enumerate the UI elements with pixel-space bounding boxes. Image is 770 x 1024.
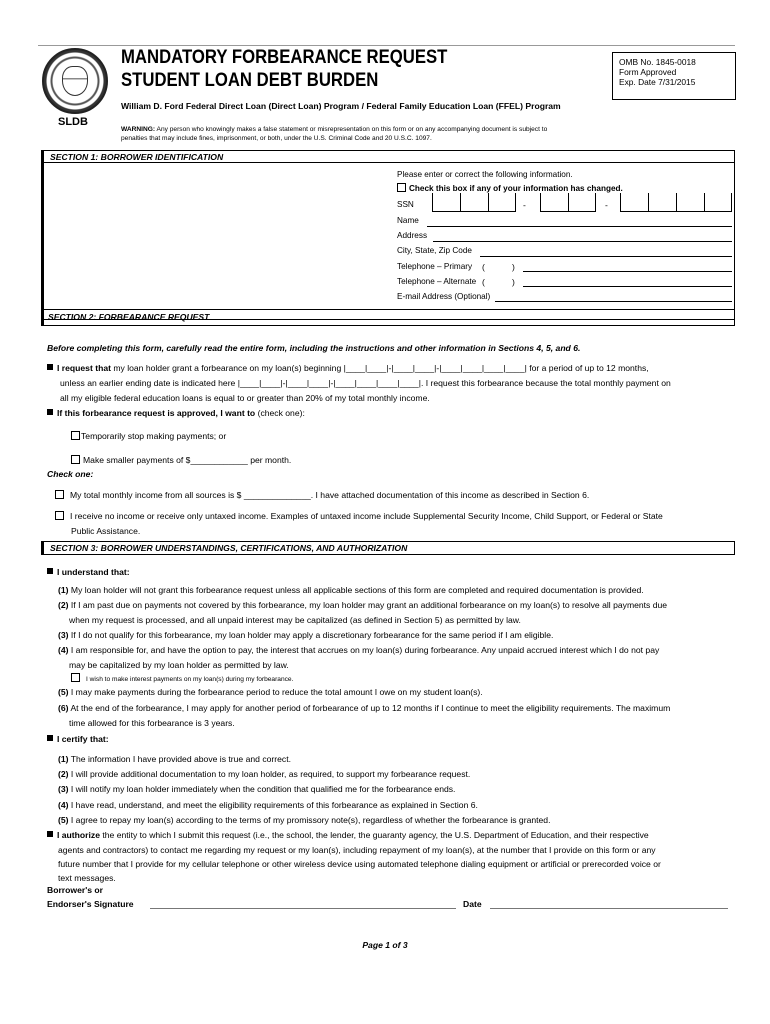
email-input[interactable]: [495, 301, 732, 302]
understand-heading: I understand that:: [47, 566, 130, 578]
income-1-checkbox[interactable]: [55, 490, 64, 499]
understand-6: (6) At the end of the forbearance, I may apply for another period of forbearance of up to 12 months if I continue to meet the eligibility requirements. The maximum: [58, 703, 671, 713]
department-seal-icon: [42, 48, 108, 114]
authorize-line-1: I authorize the entity to which I submit this request (i.e., the school, the lender, the guaranty agency, the U.S. Department of Education, and their respective: [47, 829, 649, 841]
section2-lead: Before completing this form, carefully read the entire form, including the instructions and other information in Sections 4, 5, and 6.: [47, 343, 581, 353]
option-stop-row[interactable]: Temporarily stop making payments; or: [71, 430, 226, 442]
certify-1: (1) The information I have provided above is true and correct.: [58, 754, 291, 764]
page-number: Page 1 of 3: [362, 940, 408, 950]
interest-payments-row[interactable]: I wish to make interest payments on my loan(s) during my forbearance.: [71, 673, 293, 686]
section2-header: SECTION 2: FORBEARANCE REQUEST: [48, 312, 210, 322]
page-title: MANDATORY FORBEARANCE REQUEST: [121, 47, 448, 68]
income-2-checkbox[interactable]: [55, 511, 64, 520]
understand-1: (1) My loan holder will not grant this forbearance request unless all applicable sections of this form are completed and required documentation is provided.: [58, 585, 644, 595]
understand-2-cont: when my request is processed, and all unpaid interest may be capitalized (as defined in Section 5) as permitted by law.: [69, 615, 521, 625]
understand-5: (5) I may make payments during the forbearance period to reduce the total amount I owe on my student loan(s).: [58, 687, 483, 697]
page-subtitle: STUDENT LOAN DEBT BURDEN: [121, 70, 379, 91]
top-rule: [38, 45, 735, 46]
section3-header: SECTION 3: BORROWER UNDERSTANDINGS, CERTIFICATIONS, AND AUTHORIZATION: [41, 541, 735, 555]
interest-payments-checkbox[interactable]: [71, 673, 80, 682]
authorize-line-3: future number that I provide for my cellular telephone or other wireless device using automated telephone dialing equipment or artificial or prerecorded voice or: [58, 859, 661, 869]
omb-approved: Form Approved: [619, 67, 677, 77]
ssn-label: SSN: [397, 200, 414, 209]
certify-4: (4) I have read, understand, and meet the eligibility requirements of this forbearance as explained in Section 6.: [58, 800, 478, 810]
signature-input[interactable]: [150, 908, 456, 909]
section1-box: [41, 150, 735, 320]
certify-3: (3) I will notify my loan holder immediately when the condition that qualified me for the forbearance ends.: [58, 784, 456, 794]
check-one-label: Check one:: [47, 469, 94, 479]
tel-alternate-input[interactable]: [523, 286, 732, 287]
approved-line: If this forbearance request is approved, I want to (check one):: [47, 407, 305, 419]
understand-6-cont: time allowed for this forbearance is 3 years.: [69, 718, 235, 728]
option-stop-checkbox[interactable]: [71, 431, 80, 440]
changed-checkbox-row[interactable]: Check this box if any of your information has changed.: [397, 183, 623, 195]
warning-text: WARNING: Any person who knowingly makes a false statement or misrepresentation on this form or on any accompanying document is subject to penalties that may include fines, imprisonment, or both, under the U.S. Criminal Code and 20 U.S.C. 1097.: [121, 126, 548, 142]
understand-4: (4) I am responsible for, and have the option to pay, the interest that accrues on my loan(s) during forbearance. Any unpaid accrued interest which I do not pay: [58, 645, 660, 655]
understand-4-cont: may be capitalized by my loan holder as permitted by law.: [69, 660, 289, 670]
authorize-line-2: agents and contractors) to contact me regarding my request or my loan(s), including repayment of my loan(s), at the number that I provide on this form or any: [58, 845, 656, 855]
section1-intro: Please enter or correct the following information.: [397, 170, 573, 179]
ssn-sep-2: -: [605, 200, 608, 210]
address-label: Address: [397, 231, 428, 240]
begin-date-input[interactable]: my loan holder grant a forbearance on my loan(s) beginning |____|____|-|____|____|-|____|____|____|____| for a period of up to 12 months,: [113, 363, 649, 373]
certify-heading: I certify that:: [47, 733, 109, 745]
date-input[interactable]: [490, 908, 728, 909]
tel-primary-label: Telephone – Primary: [397, 262, 473, 271]
tel-primary-input[interactable]: [523, 271, 732, 272]
form-code: SLDB: [58, 116, 88, 128]
understand-2: (2) If I am past due on payments not covered by this forbearance, my loan holder may grant an additional forbearance on my loan(s) to resolve all payments due: [58, 600, 668, 610]
authorize-line-4: text messages.: [58, 873, 116, 883]
request-line-1: I request that my loan holder grant a forbearance on my loan(s) beginning |____|____|-|____|____|-|____|____|____|____| for a period of up to 12 months,: [47, 362, 649, 374]
omb-box: [612, 52, 736, 100]
income-option-2[interactable]: I receive no income or receive only untaxed income. Examples of untaxed income include Supplemental Security Income, Child Support, or Federal or State: [55, 510, 663, 522]
tel-alternate-label: Telephone – Alternate: [397, 277, 477, 286]
certify-2: (2) I will provide additional documentation to my loan holder, as required, to support my forbearance request.: [58, 769, 471, 779]
section1-header: SECTION 1: BORROWER IDENTIFICATION: [41, 150, 735, 163]
income-option-1[interactable]: My total monthly income from all sources is $ ______________. I have attached documentation of this income as described in Section 6.: [55, 489, 589, 501]
date-label: Date: [463, 899, 482, 909]
request-line-2[interactable]: unless an earlier ending date is indicated here |____|____|-|____|____|-|____|____|____|____|. I request this forbearance because the total monthly payment on: [60, 378, 671, 388]
certify-5: (5) I agree to repay my loan(s) according to the terms of my promissory note(s), regardless of whether the forbearance is granted.: [58, 815, 551, 825]
name-input[interactable]: [427, 226, 732, 227]
address-input[interactable]: [433, 241, 732, 242]
omb-exp: Exp. Date 7/31/2015: [619, 77, 696, 87]
understand-3: (3) If I do not qualify for this forbearance, my loan holder may apply a discretionary forbearance for the same period if I am eligible.: [58, 630, 554, 640]
omb-number: OMB No. 1845-0018: [619, 57, 696, 67]
city-label: City, State, Zip Code: [397, 246, 472, 255]
email-label: E-mail Address (Optional): [397, 292, 491, 301]
option-smaller-checkbox[interactable]: [71, 455, 80, 464]
option-smaller-row[interactable]: Make smaller payments of $____________ per month.: [71, 454, 291, 466]
income-option-2-cont: Public Assistance.: [71, 526, 141, 536]
signature-label-2: Endorser's Signature: [47, 899, 134, 909]
city-input[interactable]: [480, 256, 732, 257]
name-label: Name: [397, 216, 419, 225]
program-name: William D. Ford Federal Direct Loan (Direct Loan) Program / Federal Family Education Loan (FFEL) Program: [121, 101, 561, 111]
changed-checkbox[interactable]: [397, 183, 406, 192]
request-line-3: all my eligible federal education loans is equal to or greater than 20% of my total monthly income.: [60, 393, 430, 403]
ssn-sep-1: -: [523, 200, 526, 210]
signature-label-1: Borrower's or: [47, 885, 104, 895]
